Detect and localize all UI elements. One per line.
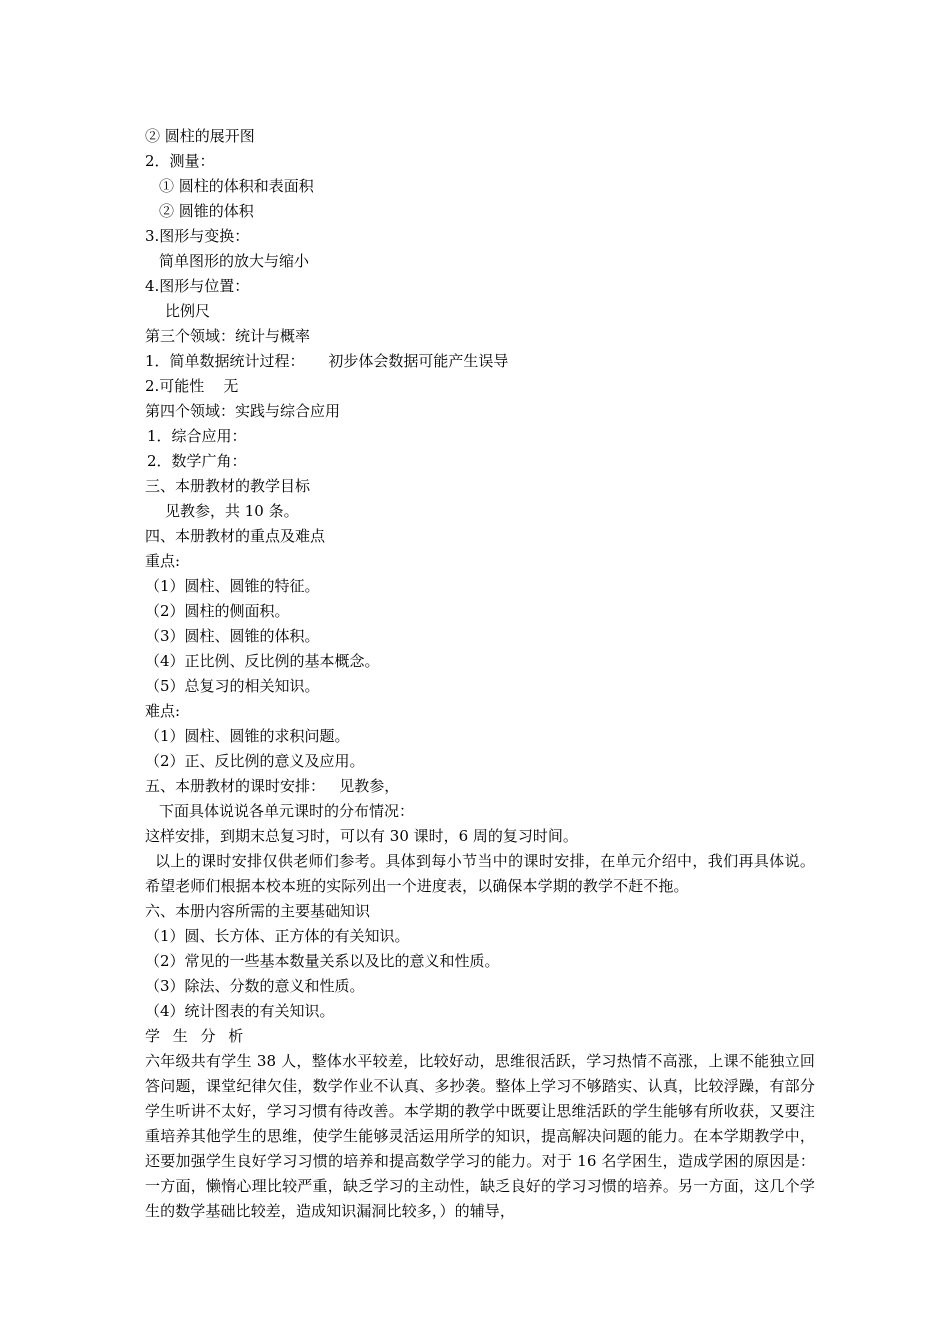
text-line: ② 圆锥的体积: [159, 202, 254, 220]
paragraph: 以上的课时安排仅供老师们参考。具体到每小节当中的课时安排，在单元介绍中，我们再具体说。希望老师们根据本校本班的实际列出一个进度表，以确保本学期的教学不赶不拖。: [145, 852, 815, 895]
text-line: 下面具体说说各单元课时的分布情况：: [159, 802, 415, 820]
text-line: 1．综合应用：: [147, 427, 247, 445]
text-line: 2．测量：: [145, 152, 215, 170]
section-heading: 第四个领域：实践与综合应用: [145, 402, 341, 420]
text-line: 比例尺: [165, 302, 211, 320]
text-line: 难点:: [145, 702, 181, 720]
list-item: （2）圆柱的侧面积。: [145, 602, 290, 620]
text-line: ② 圆柱的展开图: [145, 127, 255, 145]
list-item: （5）总复习的相关知识。: [145, 677, 320, 695]
section-heading: 三、本册教材的教学目标: [145, 477, 311, 495]
list-item: （4）正比例、反比例的基本概念。: [145, 652, 380, 670]
list-item: （3）除法、分数的意义和性质。: [145, 977, 365, 995]
text-line: 2.可能性 无: [145, 377, 239, 395]
text-line: ① 圆柱的体积和表面积: [159, 177, 314, 195]
text-line: 重点:: [145, 552, 181, 570]
list-item: （1）圆、长方体、正方体的有关知识。: [145, 927, 410, 945]
list-item: （4）统计图表的有关知识。: [145, 1002, 335, 1020]
section-heading: 学 生 分 析: [145, 1027, 248, 1045]
section-heading: 六、本册内容所需的主要基础知识: [145, 902, 371, 920]
list-item: （1）圆柱、圆锥的求积问题。: [145, 727, 350, 745]
section-heading: 第三个领域：统计与概率: [145, 327, 311, 345]
text-line: 1．简单数据统计过程： 初步体会数据可能产生误导: [145, 352, 509, 370]
text-line: 见教参，共 10 条。: [165, 502, 299, 520]
text-line: 4.图形与位置：: [145, 277, 250, 295]
section-heading: 五、本册教材的课时安排： 见教参，: [145, 777, 400, 795]
list-item: （2）正、反比例的意义及应用。: [145, 752, 365, 770]
paragraph: 六年级共有学生 38 人，整体水平较差，比较好动，思维很活跃，学习热情不高涨，上课不能独立回答问题，课堂纪律欠佳，数学作业不认真、多抄袭。整体上学习不够踏实、认真，比较浮躁，有部分学生听讲不太好，学习习惯有待改善。本学期的教学中既要让思维活跃的学生能够有所收获，又要注重培养其他学生的思维，使学生能够灵活运用所学的知识，提高解决问题的能力。在本学期教学中，还要加强学生良好学习习惯的培养和提高数学学习的能力。对于 16 名学困生，造成学困的原因是：一方面，懒惰心理比较严重，缺乏学习的主动性，缺乏良好的学习习惯的培养。另一方面，这几个学生的数学基础比较差，造成知识漏洞比较多，）的辅导，: [145, 1052, 815, 1220]
text-line: 2．数学广角：: [147, 452, 247, 470]
text-line: 这样安排，到期末总复习时，可以有 30 课时，6 周的复习时间。: [145, 827, 578, 845]
text-line: 3.图形与变换：: [145, 227, 250, 245]
list-item: （2）常见的一些基本数量关系以及比的意义和性质。: [145, 952, 500, 970]
section-heading: 四、本册教材的重点及难点: [145, 527, 326, 545]
list-item: （1）圆柱、圆锥的特征。: [145, 577, 320, 595]
list-item: （3）圆柱、圆锥的体积。: [145, 627, 320, 645]
document-body: [145, 124, 815, 1224]
text-line: 简单图形的放大与缩小: [159, 252, 310, 270]
